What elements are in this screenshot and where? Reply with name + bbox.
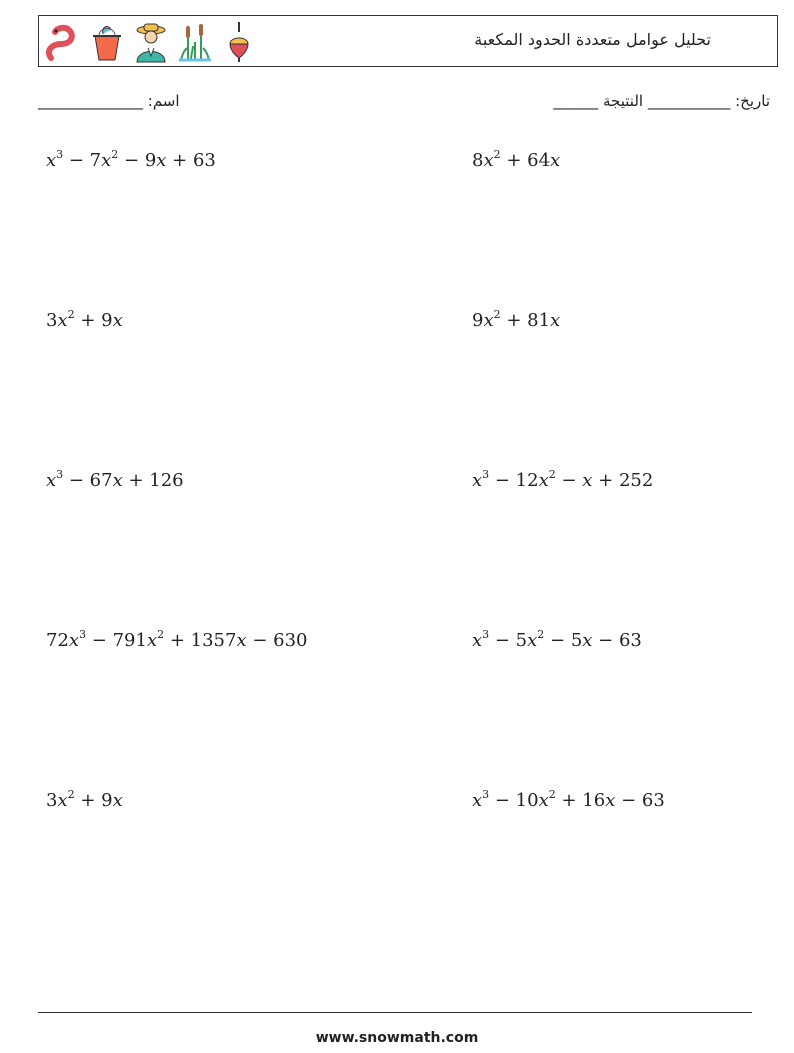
problem-5: $x^3 - 67x + 126$	[46, 468, 184, 491]
problem-8: $x^3 - 5x^2 - 5x - 63$	[472, 628, 642, 651]
worm-icon	[43, 20, 83, 64]
name-field: اسم: ______________	[38, 92, 180, 110]
problem-9: $3x^2 + 9x$	[46, 788, 123, 811]
footer-url: www.snowmath.com	[315, 1030, 479, 1046]
date-score-field: تاريخ: ___________ النتيجة ______	[553, 92, 770, 110]
problem-10: $x^3 - 10x^2 + 16x - 63$	[472, 788, 665, 811]
problem-4: $9x^2 + 81x$	[472, 308, 561, 331]
fisherman-icon	[131, 20, 171, 64]
problem-7: $72x^3 - 791x^2 + 1357x - 630$	[46, 628, 308, 651]
reeds-icon	[175, 20, 215, 64]
problem-2: $8x^2 + 64x$	[472, 148, 561, 171]
footer-divider	[38, 1012, 752, 1013]
problem-3: $3x^2 + 9x$	[46, 308, 123, 331]
header-icons	[43, 20, 259, 64]
problem-1: $x^3 - 7x^2 - 9x + 63$	[46, 148, 216, 171]
worksheet-title: تحليل عوامل متعددة الحدود المكعبة	[474, 30, 711, 49]
problem-6: $x^3 - 12x^2 - x + 252$	[472, 468, 654, 491]
bucket-icon	[87, 20, 127, 64]
worksheet-header	[38, 15, 778, 67]
fishing-float-icon	[219, 20, 259, 64]
